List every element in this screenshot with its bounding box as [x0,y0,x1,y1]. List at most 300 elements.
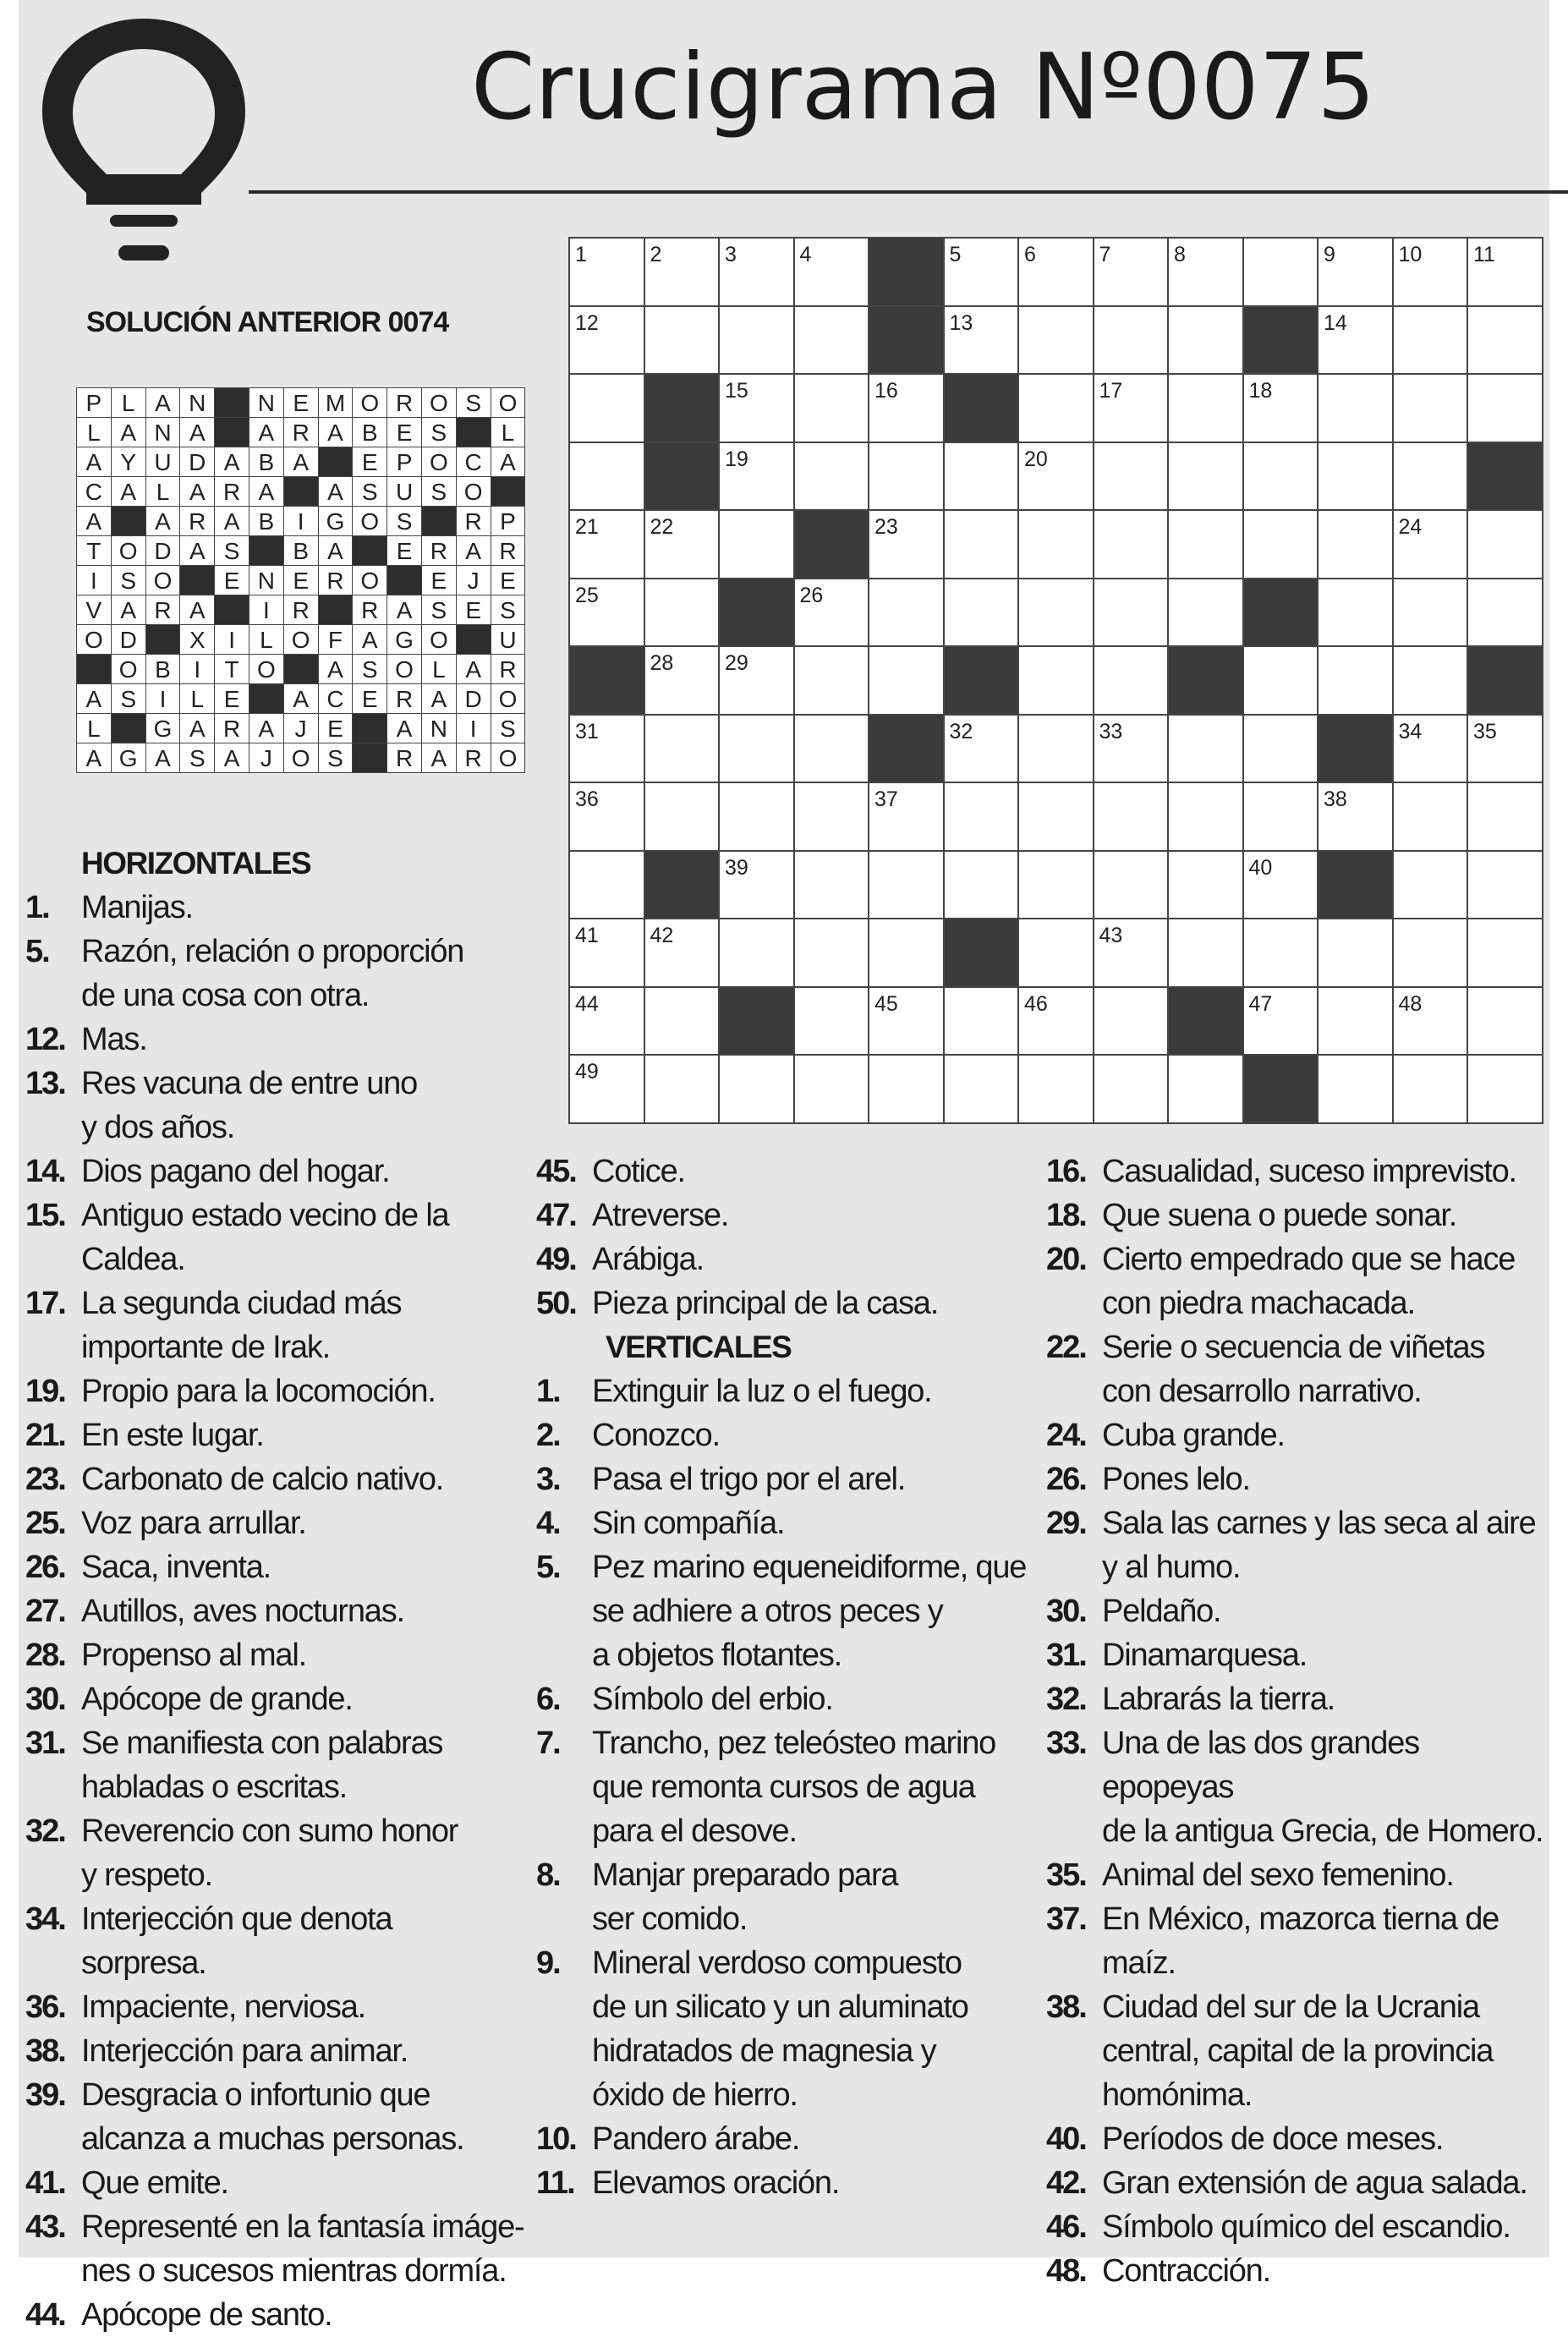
solution-cell: O [353,566,387,595]
grid-cell[interactable] [1169,375,1244,443]
clue-text: Conozco. [592,1418,720,1453]
solution-cell: O [422,447,457,477]
grid-cell[interactable] [1468,1056,1543,1124]
solution-black-cell [112,507,146,536]
grid-cell[interactable] [945,511,1020,579]
black-cell [645,852,721,920]
clue-number: 26 [799,583,824,607]
grid-cell[interactable] [1468,375,1543,443]
black-cell [645,375,721,443]
solution-cell: A [457,536,491,566]
grid-cell[interactable] [1094,919,1170,988]
grid-cell[interactable] [795,988,870,1056]
clue-number: 44 [575,991,599,1016]
grid-cell[interactable] [869,919,945,988]
clue-text: Pieza principal de la casa. [592,1286,939,1321]
grid-cell[interactable] [1319,579,1394,648]
grid-cell[interactable] [945,307,1020,376]
clue-number: 42. [1046,2165,1086,2201]
black-cell [869,716,945,784]
clue-item [25,930,524,1018]
grid-cell[interactable] [1468,919,1543,988]
grid-cell[interactable] [720,511,795,579]
clue-text: Mineral verdoso compuesto de un silicato y un aluminato hidratados de magnesia y óxido de hierro. [592,1945,968,2113]
grid-cell[interactable] [1394,919,1469,988]
solution-black-cell [249,684,284,714]
grid-cell[interactable] [1019,579,1094,648]
grid-cell[interactable] [945,443,1020,512]
grid-cell[interactable] [1094,375,1170,443]
solution-cell: A [319,536,354,566]
grid-cell[interactable] [1244,783,1319,852]
grid-cell[interactable] [1394,443,1469,512]
grid-cell[interactable] [720,919,795,988]
page-title: Crucigrama Nº0075 [471,35,1376,140]
solution-black-cell [319,447,354,477]
grid-cell[interactable] [1319,1056,1394,1124]
grid-cell[interactable] [645,1056,721,1124]
grid-cell[interactable] [645,579,721,648]
grid-cell[interactable] [869,375,945,443]
grid-cell[interactable] [720,375,795,443]
grid-cell[interactable] [1244,239,1319,307]
grid-cell[interactable] [1394,852,1469,920]
clue-number: 41 [575,924,599,947]
grid-cell[interactable] [645,239,721,307]
grid-cell[interactable] [1019,375,1094,443]
clue-number: 16. [1046,1154,1086,1189]
clue-item [1046,1589,1545,1633]
clue-item [1046,1633,1545,1677]
grid-cell[interactable] [570,307,645,376]
black-cell [1244,579,1319,648]
grid-cell[interactable] [1394,511,1469,579]
solution-cell: R [146,595,181,625]
clue-text: Propenso al mal. [81,1638,306,1673]
solution-cell: A [180,536,215,566]
grid-cell[interactable] [720,1056,795,1124]
grid-cell[interactable] [1468,988,1543,1056]
solution-cell: A [112,595,146,625]
clue-number: 15 [725,379,748,403]
grid-cell[interactable] [1169,783,1244,852]
solution-cell: T [77,536,112,566]
grid-cell[interactable] [1094,511,1170,579]
clue-text: Dios pagano del hogar. [81,1154,390,1189]
grid-cell[interactable] [795,919,870,988]
black-cell [1244,1056,1319,1124]
solution-cell: U [146,447,181,477]
clue-text: Contracción. [1102,2253,1270,2289]
clue-number: 32. [25,1813,65,1849]
grid-cell[interactable] [945,783,1020,852]
grid-cell[interactable] [945,852,1020,920]
grid-cell[interactable] [795,375,870,443]
verticales-list [536,1369,1035,2205]
grid-cell[interactable] [570,783,645,852]
grid-cell[interactable] [1244,511,1319,579]
clue-number: 29 [725,651,748,675]
black-cell [945,919,1020,988]
solution-cell: O [249,655,284,684]
grid-cell[interactable] [570,511,645,579]
grid-cell[interactable] [1094,783,1170,852]
grid-cell[interactable] [945,579,1020,648]
grid-cell[interactable] [1394,307,1469,376]
black-cell [869,239,945,307]
grid-cell[interactable] [1319,239,1394,307]
solution-cell: U [491,625,526,655]
grid-cell[interactable] [1019,988,1094,1056]
grid-cell[interactable] [1394,716,1469,784]
clue-number: 30. [1046,1594,1086,1629]
grid-cell[interactable] [1244,988,1319,1056]
black-cell [869,307,945,376]
grid-cell[interactable] [1468,579,1543,648]
grid-cell[interactable] [1394,1056,1469,1124]
clue-item [536,1677,1035,1721]
solution-cell: D [180,447,215,477]
grid-cell[interactable] [570,919,645,988]
grid-cell[interactable] [869,783,945,852]
clue-text: Una de las dos grandes epopeyas de la antigua Grecia, de Homero. [1102,1725,1543,1849]
solution-cell: G [146,714,181,743]
solution-cell: R [491,536,526,566]
solution-cell: O [491,388,526,418]
solution-cell: S [180,743,215,773]
grid-cell[interactable] [720,783,795,852]
grid-cell[interactable] [1094,716,1170,784]
clue-text: Elevamos oración. [592,2165,840,2201]
solution-cell: L [77,418,112,447]
grid-cell[interactable] [645,716,721,784]
clue-number: 35. [1046,1857,1086,1893]
solution-cell: O [284,743,319,773]
grid-cell[interactable] [869,647,945,716]
grid-cell[interactable] [795,579,870,648]
grid-cell[interactable] [1319,375,1394,443]
clue-item [25,2161,524,2205]
grid-cell[interactable] [945,988,1020,1056]
black-cell [1169,647,1244,716]
grid-cell[interactable] [570,375,645,443]
grid-cell[interactable] [1019,239,1094,307]
solution-cell: S [319,743,354,773]
grid-cell[interactable] [945,716,1020,784]
grid-cell[interactable] [945,1056,1020,1124]
clue-number: 23. [25,1462,65,1497]
clue-number: 45 [874,991,898,1016]
clue-number: 13. [25,1066,65,1101]
grid-cell[interactable] [1244,443,1319,512]
solution-cell: B [249,507,284,536]
grid-cell[interactable] [1169,579,1244,648]
solution-cell: S [353,655,387,684]
grid-cell[interactable] [1319,919,1394,988]
solution-cell: S [353,477,387,507]
solution-black-cell [249,536,284,566]
solution-cell: A [77,743,112,773]
grid-cell[interactable] [1244,716,1319,784]
clue-text: Saca, inventa. [81,1550,271,1585]
solution-cell: R [353,595,387,625]
grid-cell[interactable] [1319,511,1394,579]
grid-cell[interactable] [869,511,945,579]
clue-number: 12. [25,1022,65,1057]
solution-cell: M [319,388,354,418]
grid-cell[interactable] [1169,239,1244,307]
grid-cell[interactable] [1169,1056,1244,1124]
clue-number: 49 [575,1060,599,1083]
clue-number: 40. [1046,2121,1086,2157]
grid-cell[interactable] [570,852,645,920]
grid-cell[interactable] [1468,307,1543,376]
clue-text: Cuba grande. [1102,1418,1285,1453]
clue-item [1046,1193,1545,1237]
grid-cell[interactable] [1394,239,1469,307]
grid-cell[interactable] [945,239,1020,307]
grid-cell[interactable] [1019,852,1094,920]
solution-cell: A [249,477,284,507]
clue-item [25,1193,524,1281]
solution-cell: R [284,595,319,625]
clue-number: 1. [536,1374,560,1409]
grid-cell[interactable] [869,443,945,512]
solution-cell: C [77,477,112,507]
clue-item [1046,1325,1545,1413]
grid-cell[interactable] [1394,783,1469,852]
grid-cell[interactable] [1169,852,1244,920]
solution-cell: D [112,625,146,655]
grid-cell[interactable] [869,579,945,648]
grid-cell[interactable] [645,647,721,716]
clue-text: Manijas. [81,890,193,925]
solution-cell: E [457,595,491,625]
grid-cell[interactable] [1169,307,1244,376]
solution-cell: E [284,388,319,418]
black-cell [945,375,1020,443]
solution-cell: R [457,507,491,536]
grid-cell[interactable] [570,579,645,648]
grid-cell[interactable] [1019,647,1094,716]
clue-text: Que emite. [81,2165,228,2201]
black-cell [645,443,721,512]
grid-cell[interactable] [1094,307,1170,376]
grid-cell[interactable] [645,307,721,376]
grid-cell[interactable] [795,716,870,784]
solution-cell: O [353,507,387,536]
grid-cell[interactable] [1094,988,1170,1056]
grid-cell[interactable] [1094,1056,1170,1124]
solution-cell: S [422,477,457,507]
grid-cell[interactable] [1468,716,1543,784]
solution-cell: O [491,684,526,714]
grid-cell[interactable] [1319,988,1394,1056]
grid-cell[interactable] [720,647,795,716]
grid-cell[interactable] [645,511,721,579]
grid-cell[interactable] [645,783,721,852]
solution-cell: B [146,655,181,684]
clue-number: 43 [1099,924,1123,947]
grid-cell[interactable] [1019,1056,1094,1124]
clue-number: 39 [725,855,748,880]
grid-cell[interactable] [1394,375,1469,443]
clue-number: 3. [536,1462,560,1497]
grid-cell[interactable] [795,647,870,716]
grid-cell[interactable] [645,919,721,988]
grid-cell[interactable] [869,852,945,920]
solution-cell: E [284,566,319,595]
grid-cell[interactable] [1094,579,1170,648]
grid-cell[interactable] [795,783,870,852]
clue-text: Se manifiesta con palabras habladas o escritas. [81,1725,443,1805]
grid-cell[interactable] [1394,647,1469,716]
clue-item [536,1369,1035,1413]
clue-number: 46 [1024,991,1048,1016]
solution-cell: Y [112,447,146,477]
grid-cell[interactable] [1319,443,1394,512]
solution-cell: G [387,625,422,655]
clue-item [1046,1897,1545,1985]
verticales-heading: VERTICALES [606,1330,792,1364]
grid-cell[interactable] [1169,716,1244,784]
solution-cell: O [422,388,457,418]
clue-item [25,1633,524,1677]
grid-cell[interactable] [795,443,870,512]
grid-cell[interactable] [1319,647,1394,716]
clue-number: 36 [575,787,599,811]
grid-cell[interactable] [795,852,870,920]
solution-cell: A [215,507,249,536]
solution-cell: E [215,684,249,714]
clue-number: 22. [1046,1330,1086,1365]
grid-cell[interactable] [720,443,795,512]
grid-cell[interactable] [1244,647,1319,716]
clue-item [25,1062,524,1149]
solution-cell: I [180,655,215,684]
solution-cell: R [215,477,249,507]
solution-cell: O [146,566,181,595]
solution-cell: D [457,684,491,714]
solution-cell: J [249,743,284,773]
clue-number: 21 [575,515,599,539]
grid-cell[interactable] [1019,443,1094,512]
clue-item [536,1941,1035,2117]
solution-cell: E [353,447,387,477]
grid-cell[interactable] [1394,579,1469,648]
clue-item [536,2117,1035,2161]
grid-cell[interactable] [720,716,795,784]
grid-cell[interactable] [1094,443,1170,512]
grid-cell[interactable] [1468,783,1543,852]
solution-cell: T [215,655,249,684]
black-cell [1244,307,1319,376]
grid-cell[interactable] [1094,852,1170,920]
clue-number: 45. [536,1154,576,1189]
clue-item [536,1721,1035,1853]
clue-text: Cierto empedrado que se hace con piedra machacada. [1102,1242,1516,1321]
black-cell [1468,443,1543,512]
solution-cell: J [284,714,319,743]
grid-cell[interactable] [570,443,645,512]
grid-cell[interactable] [1094,239,1170,307]
solution-cell: N [146,418,181,447]
clue-number: 29. [1046,1506,1086,1541]
clue-number: 42 [650,924,674,947]
grid-cell[interactable] [1319,783,1394,852]
grid-cell[interactable] [1468,511,1543,579]
clue-item [536,1545,1035,1677]
solution-cell: S [491,714,526,743]
clue-number: 4 [799,243,812,266]
grid-cell[interactable] [720,307,795,376]
grid-cell[interactable] [1019,919,1094,988]
clue-number: 38 [1324,787,1347,811]
grid-cell[interactable] [570,239,645,307]
grid-cell[interactable] [1019,307,1094,376]
grid-cell[interactable] [570,1056,645,1124]
solution-cell: A [146,507,181,536]
grid-cell[interactable] [720,239,795,307]
clue-number: 10. [536,2121,576,2157]
grid-cell[interactable] [1169,511,1244,579]
clue-number: 24 [1398,515,1423,539]
solution-cell: S [491,595,526,625]
grid-cell[interactable] [645,988,721,1056]
grid-cell[interactable] [869,1056,945,1124]
grid-cell[interactable] [1019,716,1094,784]
grid-cell[interactable] [869,988,945,1056]
solution-cell: R [319,566,354,595]
grid-cell[interactable] [1244,919,1319,988]
clue-text: Autillos, aves nocturnas. [81,1594,404,1629]
grid-cell[interactable] [1468,239,1543,307]
lightbulb-icon [34,12,254,274]
clue-number: 8 [1174,243,1186,266]
crossword-grid[interactable] [568,237,1543,1124]
solution-cell: S [215,536,249,566]
grid-cell[interactable] [1244,375,1319,443]
clue-number: 38. [25,2033,65,2069]
solution-black-cell [387,566,422,595]
clue-number: 47 [1248,991,1273,1016]
clue-number: 25. [25,1506,65,1541]
solution-cell: A [77,447,112,477]
grid-cell[interactable] [795,239,870,307]
solution-cell: E [422,566,457,595]
grid-cell[interactable] [1169,919,1244,988]
grid-cell[interactable] [720,852,795,920]
grid-cell[interactable] [795,307,870,376]
grid-cell[interactable] [795,1056,870,1124]
grid-cell[interactable] [1019,511,1094,579]
grid-cell[interactable] [1244,852,1319,920]
grid-cell[interactable] [1019,783,1094,852]
clue-item [25,1413,524,1457]
solution-cell: A [215,743,249,773]
grid-cell[interactable] [1319,307,1394,376]
grid-cell[interactable] [1169,443,1244,512]
solution-cell: A [319,418,354,447]
grid-cell[interactable] [1468,852,1543,920]
grid-cell[interactable] [570,716,645,784]
clue-item [25,2205,524,2293]
clue-number: 5 [949,243,962,266]
grid-cell[interactable] [1394,988,1469,1056]
grid-cell[interactable] [1094,647,1170,716]
solution-cell: G [112,743,146,773]
grid-cell[interactable] [570,988,645,1056]
